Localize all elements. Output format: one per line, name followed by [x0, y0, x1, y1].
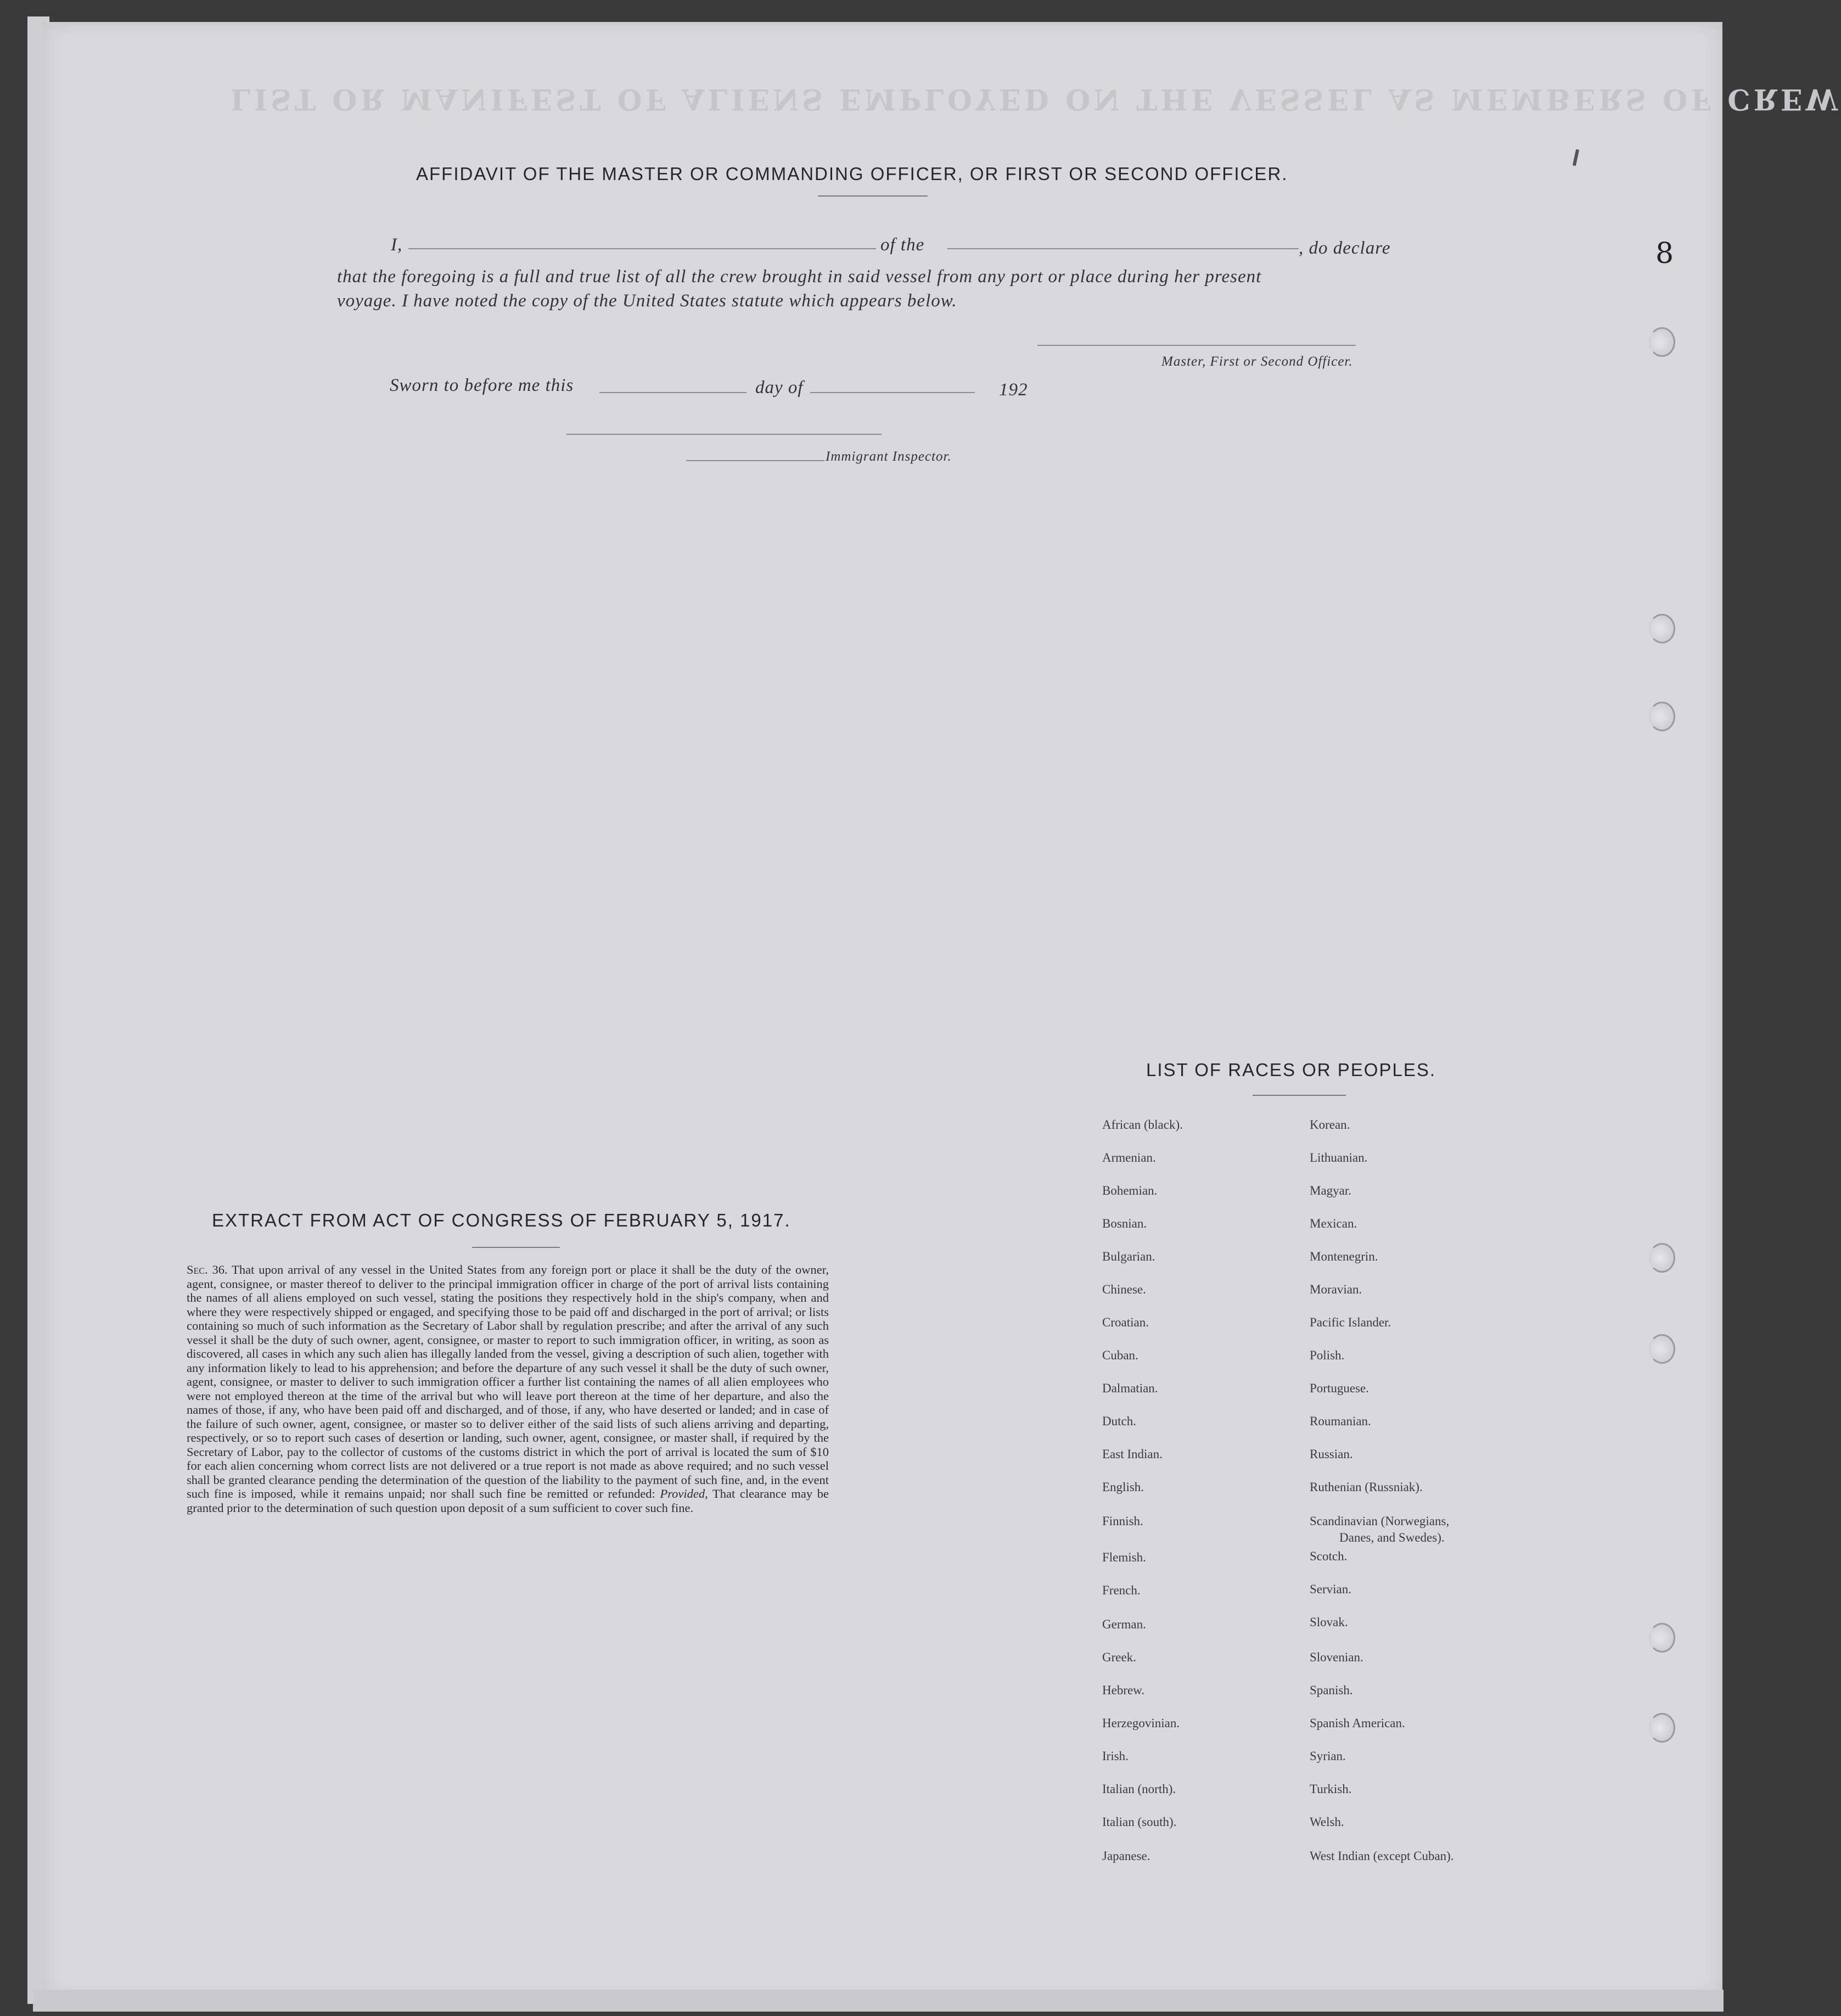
- right-race-item: Montenegrin.: [1310, 1250, 1378, 1263]
- punch-hole: [1649, 1243, 1675, 1273]
- right-race-item: Scandinavian (Norwegians,: [1310, 1514, 1450, 1528]
- affidavit-i: I,: [391, 235, 403, 255]
- right-race-item: Mexican.: [1310, 1217, 1357, 1230]
- right-race-item: Magyar.: [1310, 1184, 1352, 1197]
- signature-line: [1037, 345, 1356, 346]
- left-race-item: Japanese.: [1102, 1849, 1150, 1863]
- left-race-item: Croatian.: [1102, 1315, 1149, 1329]
- left-race-item: Flemish.: [1102, 1550, 1146, 1564]
- right-race-item: Portuguese.: [1310, 1381, 1369, 1395]
- statute-proviso: That clearance may be granted prior to the determination of such question upon deposit of a sum sufficient to cover such fine.: [187, 1487, 829, 1515]
- left-race-item: German.: [1102, 1617, 1146, 1631]
- left-race-item: Bulgarian.: [1102, 1250, 1155, 1263]
- affidavit-title: AFFIDAVIT OF THE MASTER OR COMMANDING OFFICER, OR FIRST OR SECOND OFFICER.: [416, 164, 1288, 184]
- right-race-item: Korean.: [1310, 1118, 1350, 1132]
- affidavit-line-2: that the foregoing is a full and true list of all the crew brought in said vessel from any port or place during her present: [337, 267, 1262, 287]
- page-number: 8: [1655, 237, 1674, 270]
- punch-hole: [1649, 614, 1675, 643]
- left-race-item: Armenian.: [1102, 1151, 1156, 1164]
- provided-label: Provided,: [660, 1487, 708, 1500]
- inspector-line-lower: [686, 460, 824, 461]
- left-race-item: East Indian.: [1102, 1447, 1163, 1461]
- left-race-item: French.: [1102, 1583, 1141, 1597]
- left-race-item: Dutch.: [1102, 1414, 1136, 1428]
- left-race-item: Cuban.: [1102, 1348, 1138, 1362]
- left-race-item: Dalmatian.: [1102, 1381, 1158, 1395]
- left-race-item: African (black).: [1102, 1118, 1183, 1132]
- year-text: 192: [999, 380, 1028, 400]
- statute-text: [187, 1263, 829, 1515]
- punch-hole: [1649, 327, 1675, 357]
- day-blank: [599, 392, 746, 393]
- statute-body: That upon arrival of any vessel in the United States from any foreign port or place it shall be the duty of the owner, agent, consignee, or master thereof to deliver to the principal immigration officer in charge of the port of arrival lists containing the names of all aliens employed on such vessel, stating the positions they respectively hold in the ship's company, when and where they were respectively shipped or engaged, and specifying those to be paid off and discharged in the port of arrival; or lists containing so much of such information as the Secretary of Labor shall by regulation prescribe; and after the arrival of any such vessel it shall be the duty of such owner, agent, consignee, or master to report to such immigration officer, in writing, as soon as discovered, all cases in which any such alien has illegally landed from the vessel, giving a description of such alien, together with any information likely to lead to his apprehension; and before the departure of any such vessel it shall be the duty of such owner, agent, consignee, or master to deliver to such immigration officer a further list containing the names of all alien employees who were not employed thereon at the time of the arrival but who will leave port thereon at the time of her departure, and also the names of those, if any, who have been paid off and discharged, and of those, if any, who have deserted or landed; and in case of the failure of such owner, agent, consignee, or master so to deliver either of the said lists of such aliens arriving and departing, respectively, or so to report such cases of desertion or landing, such owner, agent, consignee, or master shall, if required by the Secretary of Labor, pay to the collector of customs of the customs district in which the port of arrival is located the sum of $10 for each alien concerning whom correct lists are not delivered or a true report is not made as above required; and no such vessel shall be granted clearance pending the determination of the question of the liability to the payment of such fine, and, in the event such fine is imposed, while it remains unpaid; nor shall such fine be remitted or refunded:: [187, 1263, 829, 1500]
- left-race-item: Bohemian.: [1102, 1184, 1158, 1197]
- right-race-item: Scotch.: [1310, 1549, 1348, 1563]
- left-race-item: English.: [1102, 1480, 1144, 1494]
- right-race-item: Moravian.: [1310, 1283, 1362, 1296]
- right-race-item: Pacific Islander.: [1310, 1315, 1391, 1329]
- left-race-item: Italian (north).: [1102, 1782, 1176, 1796]
- right-race-item: Syrian.: [1310, 1749, 1346, 1763]
- month-blank: [810, 392, 975, 393]
- sworn-text: Sworn to before me this: [390, 376, 574, 395]
- left-race-item: Herzegovinian.: [1102, 1716, 1180, 1730]
- right-race-item: Lithuanian.: [1310, 1151, 1368, 1164]
- races-rule: [1253, 1095, 1346, 1096]
- right-race-item: Polish.: [1310, 1348, 1345, 1362]
- title-rule: [818, 195, 928, 197]
- document-page: [43, 22, 1841, 1998]
- section-label: Sec. 36.: [187, 1263, 228, 1276]
- punch-hole: [1649, 1334, 1675, 1364]
- inspector-caption: Immigrant Inspector.: [826, 449, 952, 464]
- right-race-item: Ruthenian (Russniak).: [1310, 1480, 1423, 1494]
- left-race-item: Italian (south).: [1102, 1815, 1177, 1829]
- right-race-item: Spanish.: [1310, 1683, 1353, 1697]
- left-race-item: Greek.: [1102, 1650, 1136, 1664]
- right-race-item: Russian.: [1310, 1447, 1353, 1461]
- page-bottom-edge: [33, 1990, 1724, 2012]
- left-race-item: Finnish.: [1102, 1514, 1143, 1528]
- right-race-item: West Indian (except Cuban).: [1310, 1849, 1454, 1863]
- signature-caption: Master, First or Second Officer.: [1161, 354, 1353, 369]
- right-race-item: Servian.: [1310, 1582, 1352, 1596]
- day-of-text: day of: [755, 378, 804, 397]
- right-race-item: Slovak.: [1310, 1615, 1348, 1629]
- races-title: LIST OF RACES OR PEOPLES.: [1146, 1060, 1436, 1080]
- left-race-item: Irish.: [1102, 1749, 1129, 1763]
- right-race-item: Roumanian.: [1310, 1414, 1371, 1428]
- punch-hole: [1649, 1623, 1675, 1653]
- punch-hole: [1649, 702, 1675, 731]
- vessel-blank: [947, 248, 1299, 249]
- extract-title: EXTRACT FROM ACT OF CONGRESS OF FEBRUARY 5, 1917.: [212, 1210, 791, 1230]
- right-race-item: Spanish American.: [1310, 1716, 1405, 1730]
- right-race-item: Slovenian.: [1310, 1650, 1363, 1664]
- extract-rule: [472, 1247, 560, 1248]
- right-race-item: Welsh.: [1310, 1815, 1344, 1829]
- inspector-line-upper: [566, 434, 882, 435]
- affidavit-line-3: voyage. I have noted the copy of the United States statute which appears below.: [337, 291, 957, 311]
- affidavit-declare: , do declare: [1299, 238, 1391, 258]
- left-race-item: Chinese.: [1102, 1283, 1146, 1296]
- left-race-item: Bosnian.: [1102, 1217, 1147, 1230]
- bleed-through-text: LIST OR MANIFEST OF ALIENS EMPLOYED ON THE VESSEL AS MEMBERS OF CREW: [231, 82, 1841, 116]
- scandinavian-continuation: Danes, and Swedes).: [1339, 1531, 1445, 1544]
- affidavit-of-the: of the: [880, 235, 925, 255]
- punch-hole: [1649, 1713, 1675, 1743]
- name-blank: [408, 248, 876, 249]
- right-race-item: Turkish.: [1310, 1782, 1352, 1796]
- left-race-item: Hebrew.: [1102, 1683, 1145, 1697]
